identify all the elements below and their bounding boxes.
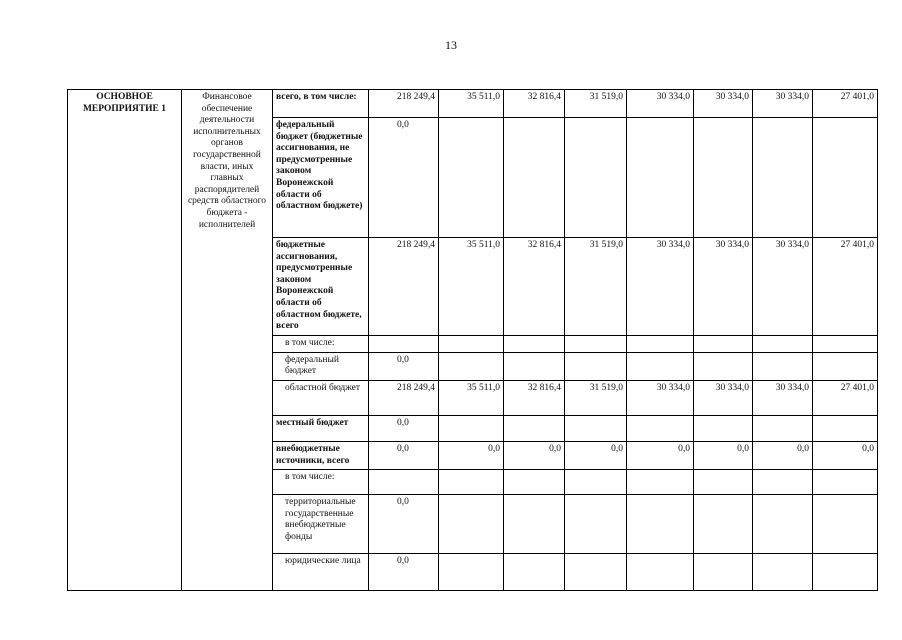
- value-cell: [504, 118, 565, 238]
- value-cell: [439, 470, 504, 495]
- value-cell: [627, 335, 694, 352]
- value-cell: [813, 470, 878, 495]
- funding-source: всего, в том числе:: [273, 90, 369, 118]
- value-cell: [565, 495, 627, 554]
- value-cell: 218 249,4: [369, 238, 439, 336]
- value-cell: [627, 415, 694, 441]
- value-cell: 218 249,4: [369, 90, 439, 118]
- value-cell: [753, 470, 813, 495]
- value-cell: [753, 335, 813, 352]
- value-cell: 0,0: [694, 441, 753, 469]
- event-title: ОСНОВНОЕ МЕРОПРИЯТИЕ 1: [68, 90, 182, 591]
- value-cell: [439, 118, 504, 238]
- table-row: [68, 90, 878, 118]
- funding-source: местный бюджет: [273, 415, 369, 441]
- value-cell: 0,0: [369, 554, 439, 591]
- value-cell: 30 334,0: [627, 90, 694, 118]
- event-description: Финансовое обеспечение деятельности исполнительных органов государственной власти, иных главных распорядителей средств областного бюджета - исполнителей: [182, 90, 273, 591]
- value-cell: [565, 118, 627, 238]
- funding-table: [67, 89, 878, 591]
- value-cell: 0,0: [439, 441, 504, 469]
- value-cell: [694, 415, 753, 441]
- value-cell: 32 816,4: [504, 90, 565, 118]
- value-cell: [439, 335, 504, 352]
- value-cell: [694, 118, 753, 238]
- value-cell: [504, 495, 565, 554]
- value-cell: [504, 554, 565, 591]
- page-number: 13: [445, 38, 457, 52]
- value-cell: [565, 554, 627, 591]
- value-cell: 31 519,0: [565, 380, 627, 415]
- value-cell: 30 334,0: [694, 90, 753, 118]
- value-cell: 0,0: [369, 118, 439, 238]
- value-cell: 0,0: [813, 441, 878, 469]
- value-cell: 31 519,0: [565, 90, 627, 118]
- funding-source: территориальные государственные внебюджетные фонды: [273, 495, 369, 554]
- value-cell: 30 334,0: [627, 238, 694, 336]
- value-cell: 27 401,0: [813, 380, 878, 415]
- value-cell: [627, 352, 694, 380]
- value-cell: [813, 554, 878, 591]
- value-cell: [369, 335, 439, 352]
- value-cell: 0,0: [753, 441, 813, 469]
- value-cell: [694, 470, 753, 495]
- value-cell: 30 334,0: [694, 380, 753, 415]
- funding-source: в том числе:: [273, 470, 369, 495]
- value-cell: 35 511,0: [439, 380, 504, 415]
- value-cell: [565, 352, 627, 380]
- value-cell: [753, 554, 813, 591]
- value-cell: [753, 118, 813, 238]
- value-cell: [753, 495, 813, 554]
- value-cell: [753, 352, 813, 380]
- funding-source: федеральный бюджет (бюджетные ассигнования, не предусмотренные законом Воронежской области об областном бюджете): [273, 118, 369, 238]
- value-cell: 0,0: [369, 495, 439, 554]
- funding-source: внебюджетные источники, всего: [273, 441, 369, 469]
- value-cell: [813, 335, 878, 352]
- value-cell: 0,0: [369, 415, 439, 441]
- funding-source: юридические лица: [273, 554, 369, 591]
- value-cell: [504, 415, 565, 441]
- value-cell: 27 401,0: [813, 238, 878, 336]
- value-cell: [627, 118, 694, 238]
- value-cell: 30 334,0: [753, 380, 813, 415]
- value-cell: [439, 352, 504, 380]
- value-cell: 218 249,4: [369, 380, 439, 415]
- value-cell: 30 334,0: [753, 238, 813, 336]
- value-cell: 35 511,0: [439, 238, 504, 336]
- value-cell: [504, 470, 565, 495]
- value-cell: [753, 415, 813, 441]
- value-cell: 31 519,0: [565, 238, 627, 336]
- value-cell: 27 401,0: [813, 90, 878, 118]
- value-cell: 32 816,4: [504, 238, 565, 336]
- value-cell: 0,0: [504, 441, 565, 469]
- value-cell: [439, 495, 504, 554]
- value-cell: [565, 415, 627, 441]
- value-cell: [369, 470, 439, 495]
- value-cell: [439, 415, 504, 441]
- value-cell: [627, 470, 694, 495]
- value-cell: [627, 554, 694, 591]
- value-cell: [813, 118, 878, 238]
- value-cell: [694, 335, 753, 352]
- value-cell: [504, 335, 565, 352]
- value-cell: 30 334,0: [627, 380, 694, 415]
- value-cell: 30 334,0: [753, 90, 813, 118]
- value-cell: 30 334,0: [694, 238, 753, 336]
- value-cell: 0,0: [369, 352, 439, 380]
- value-cell: [565, 470, 627, 495]
- value-cell: 35 511,0: [439, 90, 504, 118]
- value-cell: [813, 495, 878, 554]
- funding-source: в том числе:: [273, 335, 369, 352]
- value-cell: [565, 335, 627, 352]
- value-cell: 0,0: [565, 441, 627, 469]
- value-cell: [627, 495, 694, 554]
- value-cell: [813, 352, 878, 380]
- value-cell: [694, 352, 753, 380]
- value-cell: [813, 415, 878, 441]
- funding-source: областной бюджет: [273, 380, 369, 415]
- funding-source: бюджетные ассигнования, предусмотренные законом Воронежской области об областном бюджете, всего: [273, 238, 369, 336]
- value-cell: 0,0: [627, 441, 694, 469]
- value-cell: [439, 554, 504, 591]
- value-cell: [694, 554, 753, 591]
- value-cell: [694, 495, 753, 554]
- value-cell: 0,0: [369, 441, 439, 469]
- value-cell: 32 816,4: [504, 380, 565, 415]
- value-cell: [504, 352, 565, 380]
- funding-source: федеральный бюджет: [273, 352, 369, 380]
